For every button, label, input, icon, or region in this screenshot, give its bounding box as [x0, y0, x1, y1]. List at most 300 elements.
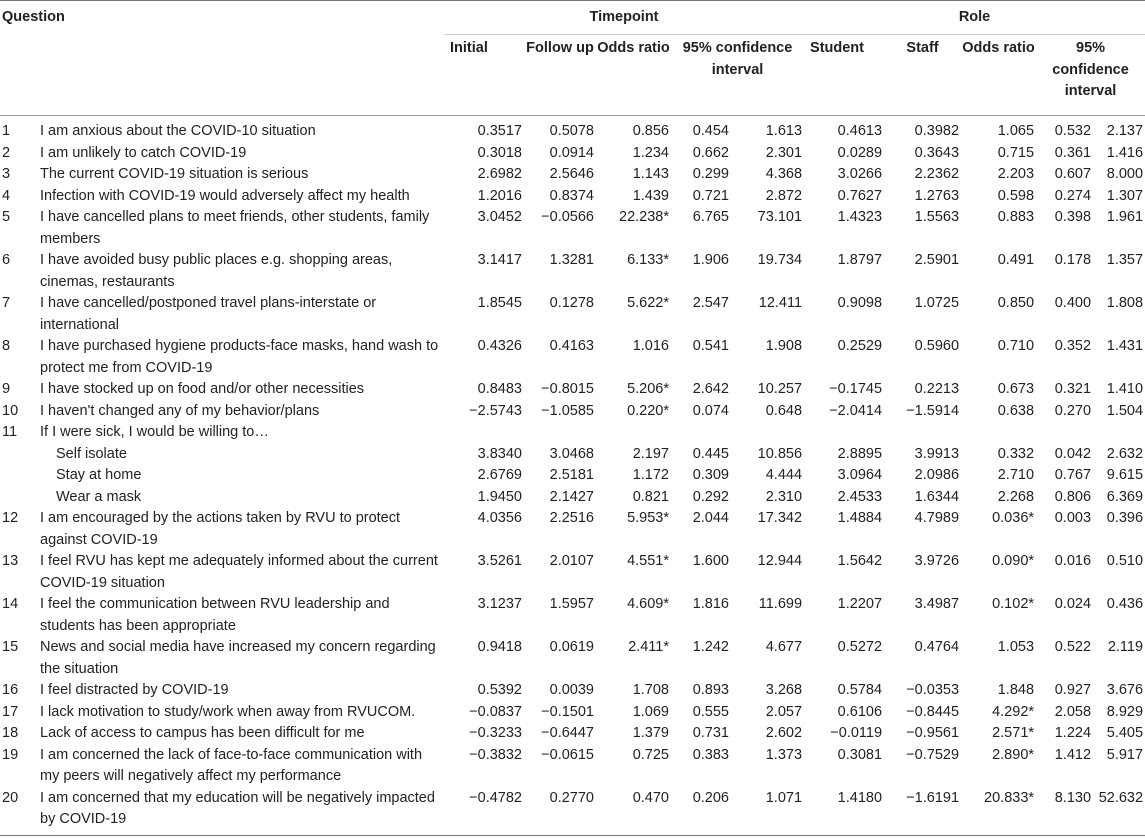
value-cell: 3.0452	[477, 209, 522, 225]
value-cell: 0.8483	[477, 381, 522, 397]
value-cell: 0.206	[671, 788, 731, 836]
value-cell: 1.504	[1106, 402, 1144, 419]
value-cell: 0.555	[692, 703, 729, 720]
value-cell: 0.541	[692, 338, 729, 354]
value-cell: 12.411	[758, 295, 803, 311]
value-cell: 17.342	[757, 510, 803, 526]
value-cell: 0.767	[1054, 467, 1092, 483]
value-cell: 1.3281	[549, 252, 594, 268]
role-header: Role	[804, 1, 1145, 35]
value-cell	[1036, 422, 1093, 444]
value-cell: 1.053	[997, 639, 1035, 655]
value-cell: 1.2763	[914, 187, 960, 204]
value-cell: 1.6344	[914, 488, 960, 505]
value-cell: 2.6769	[477, 467, 522, 483]
value-cell: 3.0964	[837, 467, 883, 483]
value-cell: 4.0356	[477, 510, 522, 526]
table-body	[0, 116, 1145, 836]
value-cell	[804, 422, 884, 444]
value-cell: 5.206*	[627, 381, 669, 397]
value-cell: 1.5642	[837, 553, 883, 569]
value-cell: 0.309	[692, 467, 729, 483]
row-number: 13	[2, 553, 19, 569]
value-cell: −0.3233	[469, 725, 522, 741]
row-number	[0, 487, 38, 509]
question-text: I haven't changed any of my behavior/plans	[40, 402, 320, 419]
value-cell: 0.024	[1054, 596, 1092, 612]
value-cell: −0.6447	[541, 725, 594, 741]
value-cell: 2.058	[1054, 703, 1092, 720]
value-cell: 0.638	[997, 402, 1035, 419]
value-cell: 0.4163	[549, 338, 594, 354]
value-cell: 1.848	[997, 682, 1035, 698]
value-cell: 0.1278	[549, 295, 594, 311]
value-cell: 1.439	[632, 187, 669, 204]
question-text: News and social media have increased my concern regarding the situation	[40, 639, 436, 677]
timepoint-header: Timepoint	[444, 1, 804, 35]
value-cell	[1093, 422, 1145, 444]
value-cell: 1.613	[765, 123, 803, 139]
row-number: 7	[2, 295, 11, 311]
question-text: The current COVID-19 situation is serious	[40, 166, 309, 182]
table-row	[0, 508, 1145, 551]
value-cell: 0.3018	[477, 144, 522, 161]
row-number: 6	[2, 252, 11, 268]
value-cell: 2.2516	[549, 510, 594, 526]
value-cell: 0.8374	[549, 187, 594, 204]
question-text: I lack motivation to study/work when away from RVUCOM.	[40, 703, 416, 720]
value-cell: 0.0914	[549, 144, 594, 161]
value-cell: 2.2362	[914, 166, 960, 182]
value-cell: 8.000	[1106, 166, 1144, 182]
value-cell	[524, 422, 596, 444]
value-cell: 1.410	[1106, 381, 1144, 397]
value-cell: 0.3982	[914, 123, 960, 139]
value-cell: 0.036*	[992, 510, 1035, 526]
value-cell: 0.532	[1054, 123, 1092, 139]
value-cell: 1.708	[632, 682, 669, 698]
value-cell: 4.292*	[992, 703, 1035, 720]
question-text: Infection with COVID-19 would adversely affect my health	[40, 187, 410, 204]
value-cell: 12.944	[757, 553, 803, 569]
value-cell: −0.9561	[906, 725, 960, 741]
follow-up-header: Follow up	[524, 35, 596, 116]
value-cell: 2.571*	[992, 725, 1035, 741]
value-cell: 0.821	[632, 488, 669, 505]
value-cell: 2.301	[765, 144, 803, 161]
question-text: I feel distracted by COVID-19	[40, 682, 229, 698]
value-cell: −0.0837	[469, 703, 522, 720]
table-row	[0, 702, 1145, 724]
value-cell: 4.7989	[914, 510, 960, 526]
value-cell: 1.416	[1106, 144, 1144, 161]
value-cell: 0.3081	[837, 746, 883, 763]
value-cell: 1.069	[632, 703, 669, 720]
value-cell: 0.352	[1054, 338, 1092, 354]
table-row	[0, 637, 1145, 680]
value-cell: 0.470	[596, 788, 671, 836]
value-cell: 5.622*	[627, 295, 669, 311]
question-text: I am concerned the lack of face-to-face communication with my peers will negatively affect my performance	[40, 746, 423, 784]
value-cell: 0.400	[1054, 295, 1092, 311]
value-cell: 3.0266	[837, 166, 883, 182]
value-cell: 5.917	[1106, 746, 1144, 763]
question-header: Question	[0, 1, 444, 35]
row-number: 18	[2, 725, 19, 741]
value-cell: 0.398	[1054, 209, 1092, 225]
value-cell: 2.119	[1107, 639, 1144, 655]
value-cell: −0.3832	[469, 746, 522, 763]
value-cell: −2.5743	[469, 402, 522, 419]
value-cell: 2.268	[997, 488, 1035, 505]
table-row	[0, 336, 1145, 379]
value-cell: 1.016	[632, 338, 669, 354]
value-cell: 0.383	[692, 746, 729, 763]
value-cell: 0.5392	[477, 682, 522, 698]
value-cell: 10.257	[757, 381, 803, 397]
value-cell: 1.379	[632, 725, 669, 741]
value-cell: 0.332	[997, 445, 1035, 462]
value-cell: 2.710	[997, 467, 1035, 483]
value-cell: 1.234	[632, 144, 669, 161]
row-number: 5	[2, 209, 11, 225]
question-text: I feel RVU has kept me adequately informed about the current COVID-19 situation	[40, 553, 438, 591]
question-text: I am anxious about the COVID-10 situation	[40, 123, 316, 139]
value-cell	[961, 422, 1036, 444]
value-cell: −1.5914	[906, 402, 960, 419]
value-cell: 2.8895	[837, 445, 883, 462]
value-cell: 0.856	[632, 123, 669, 139]
value-cell: 2.310	[765, 488, 803, 505]
value-cell: 0.0619	[549, 639, 594, 655]
value-cell: 0.102*	[992, 596, 1035, 612]
value-cell: 1.242	[692, 639, 729, 655]
value-cell: 0.7627	[837, 187, 883, 204]
value-cell: 4.677	[765, 639, 803, 655]
row-number: 14	[2, 596, 19, 612]
value-cell: 0.003	[1054, 510, 1092, 526]
value-cell: 1.906	[692, 252, 729, 268]
value-cell: 0.299	[692, 166, 729, 182]
row-number: 15	[2, 639, 19, 655]
value-cell: 0.522	[1054, 639, 1092, 655]
question-text: Lack of access to campus has been difficult for me	[40, 725, 365, 741]
value-cell: 0.396	[1106, 510, 1144, 526]
value-cell: 1.143	[632, 166, 669, 182]
value-cell: 0.721	[692, 187, 729, 204]
value-cell: 1.808	[1106, 295, 1144, 311]
value-cell: 0.042	[1054, 445, 1092, 462]
value-cell: 1.431	[1106, 338, 1144, 354]
value-cell: 2.1427	[549, 488, 594, 505]
row-number: 17	[2, 703, 19, 720]
question-text: I have avoided busy public places e.g. shopping areas, cinemas, restaurants	[40, 252, 393, 290]
value-cell: 0.715	[997, 144, 1035, 161]
value-cell: 0.850	[997, 295, 1035, 311]
value-cell: 2.5646	[549, 166, 594, 182]
value-cell	[444, 422, 524, 444]
value-cell: 2.4533	[837, 488, 883, 505]
value-cell: −1.0585	[541, 402, 594, 419]
value-cell: 1.5957	[549, 596, 594, 612]
value-cell	[596, 422, 671, 444]
value-cell: 0.3643	[914, 144, 960, 161]
row-number	[0, 444, 38, 466]
value-cell: 0.2213	[914, 381, 960, 397]
value-cell: 1.8797	[837, 252, 883, 268]
row-number: 2	[2, 144, 11, 161]
value-cell: 52.632	[1093, 788, 1145, 836]
value-cell: 2.044	[692, 510, 729, 526]
question-text: I am encouraged by the actions taken by RVU to protect against COVID-19	[40, 510, 401, 548]
value-cell: 0.883	[997, 209, 1035, 225]
value-cell: 0.927	[1054, 682, 1092, 698]
value-cell: 2.0986	[914, 467, 960, 483]
value-cell: 5.405	[1106, 725, 1144, 741]
value-cell: 0.607	[1054, 166, 1092, 182]
question-text: I feel the communication between RVU leadership and students has been appropriate	[40, 596, 390, 634]
table-row	[0, 788, 1145, 836]
value-cell: 2.547	[692, 295, 729, 311]
value-cell: 0.016	[1054, 553, 1092, 569]
value-cell: 3.9726	[914, 553, 960, 569]
value-cell: 0.3517	[477, 123, 522, 139]
row-number: 1	[2, 123, 11, 139]
value-cell	[884, 422, 961, 444]
value-cell: 2.137	[1106, 123, 1144, 139]
row-number: 9	[2, 381, 11, 397]
value-cell: 9.615	[1106, 467, 1144, 483]
value-cell: 1.816	[692, 596, 729, 612]
value-cell: 1.065	[997, 123, 1035, 139]
value-cell: 3.9913	[914, 445, 960, 462]
value-cell: 8.929	[1106, 703, 1144, 720]
row-number: 20	[0, 788, 38, 836]
value-cell: −0.7529	[906, 746, 960, 763]
table-row	[0, 250, 1145, 293]
table-row	[0, 164, 1145, 186]
table-row	[0, 594, 1145, 637]
value-cell: −0.1745	[829, 381, 883, 397]
value-cell: 0.274	[1054, 187, 1092, 204]
question-text: I have stocked up on food and/or other necessities	[40, 381, 365, 397]
value-cell: 3.1237	[477, 596, 522, 612]
value-cell: 0.510	[1106, 553, 1144, 569]
value-cell: 1.9450	[477, 488, 522, 505]
table-row	[0, 680, 1145, 702]
value-cell: −0.0119	[830, 725, 883, 741]
table-row	[0, 551, 1145, 594]
value-cell: 0.491	[997, 252, 1035, 268]
student-header: Student	[804, 35, 884, 116]
value-cell: 0.178	[1054, 252, 1092, 268]
row-number: 4	[2, 187, 11, 204]
value-cell: 1.961	[1106, 209, 1144, 225]
value-cell: 1.373	[765, 746, 803, 763]
value-cell: 3.1417	[477, 252, 522, 268]
value-cell: 0.9418	[477, 639, 522, 655]
row-number: 8	[2, 338, 11, 354]
table-row	[0, 143, 1145, 165]
table-row	[0, 465, 1145, 487]
value-cell: 0.6106	[837, 703, 883, 720]
row-number: 10	[2, 402, 19, 419]
value-cell: 0.321	[1054, 381, 1092, 397]
table-row	[0, 116, 1145, 143]
value-cell: −0.8445	[906, 703, 960, 720]
value-cell: 3.5261	[477, 553, 522, 569]
value-cell: 1.4180	[804, 788, 884, 836]
value-cell: 0.9098	[837, 295, 883, 311]
value-cell: 1.5563	[914, 209, 960, 225]
question-text: Wear a mask	[56, 488, 142, 505]
value-cell	[731, 422, 804, 444]
initial-header: Initial	[444, 35, 524, 116]
value-cell: 1.8545	[477, 295, 522, 311]
value-cell: 0.662	[692, 144, 729, 161]
value-cell: −1.6191	[884, 788, 961, 836]
value-cell: 3.8340	[477, 445, 522, 462]
table-row	[0, 444, 1145, 466]
value-cell: 2.0107	[549, 553, 594, 569]
value-cell: 5.953*	[627, 510, 669, 526]
value-cell: 1.357	[1106, 252, 1144, 268]
value-cell: 0.2529	[837, 338, 883, 354]
value-cell: 1.2207	[837, 596, 883, 612]
value-cell: 0.454	[692, 123, 729, 139]
question-text: Self isolate	[56, 445, 127, 462]
row-number: 12	[2, 510, 19, 526]
table-row	[0, 293, 1145, 336]
timepoint-odds-ratio-header: Odds ratio	[596, 35, 671, 116]
value-cell: −0.0353	[906, 682, 960, 698]
value-cell: 0.4613	[837, 123, 883, 139]
role-ci-header: 95% confidence interval	[1036, 35, 1145, 116]
value-cell: 20.833*	[961, 788, 1036, 836]
value-cell: 19.734	[757, 252, 803, 268]
value-cell: 2.5181	[549, 467, 594, 483]
question-text: If I were sick, I would be willing to…	[40, 424, 269, 440]
value-cell: 0.220*	[627, 402, 669, 419]
value-cell: 0.361	[1054, 144, 1092, 161]
value-cell: 2.872	[765, 187, 803, 204]
value-cell: 1.600	[692, 553, 729, 569]
value-cell: 2.602	[765, 725, 803, 741]
value-cell: 8.130	[1036, 788, 1093, 836]
question-text: I am concerned that my education will be negatively impacted by COVID-19	[38, 788, 444, 836]
value-cell: 1.2016	[477, 187, 522, 204]
value-cell: 6.133*	[627, 252, 669, 268]
value-cell: −0.0615	[541, 746, 594, 763]
value-cell: −0.0566	[541, 209, 594, 225]
value-cell: 6.369	[1106, 488, 1144, 505]
value-cell: 0.436	[1106, 596, 1144, 612]
value-cell: 0.806	[1054, 488, 1092, 505]
value-cell: 1.4884	[837, 510, 883, 526]
value-cell: 3.268	[765, 682, 803, 698]
value-cell: −0.4782	[444, 788, 524, 836]
value-cell: 0.5960	[914, 338, 960, 354]
row-number: 19	[2, 746, 19, 763]
value-cell: 2.890*	[992, 746, 1035, 763]
value-cell: 2.411*	[628, 639, 669, 655]
question-text: I have cancelled plans to meet friends, other students, family members	[40, 209, 430, 247]
value-cell: 4.551*	[627, 553, 669, 569]
value-cell: 4.368	[765, 166, 803, 182]
value-cell: 73.101	[757, 209, 803, 225]
table-row	[0, 401, 1145, 423]
value-cell: 22.238*	[619, 209, 669, 225]
value-cell: 0.5078	[549, 123, 594, 139]
value-cell: −0.8015	[541, 381, 594, 397]
value-cell: 0.090*	[992, 553, 1035, 569]
value-cell: 1.412	[1054, 746, 1092, 763]
value-cell: 1.307	[1106, 187, 1144, 204]
value-cell: 1.172	[632, 467, 669, 483]
value-cell: −0.1501	[541, 703, 594, 720]
value-cell: 3.4987	[914, 596, 960, 612]
value-cell: 0.0039	[549, 682, 594, 698]
value-cell: −2.0414	[829, 402, 883, 419]
staff-header: Staff	[884, 35, 961, 116]
value-cell: 2.197	[632, 445, 669, 462]
value-cell: 0.2770	[524, 788, 596, 836]
question-text: Stay at home	[56, 467, 142, 483]
value-cell: 1.908	[765, 338, 803, 354]
value-cell: 0.074	[692, 402, 729, 419]
value-cell: 0.710	[997, 338, 1035, 354]
value-cell: 0.731	[692, 725, 729, 741]
table-row	[0, 487, 1145, 509]
table-row	[0, 745, 1145, 788]
value-cell: 0.893	[692, 682, 729, 698]
row-number: 11	[2, 424, 18, 440]
value-cell: 0.673	[997, 381, 1035, 397]
value-cell: 2.6982	[477, 166, 522, 182]
value-cell: 1.071	[731, 788, 804, 836]
value-cell: 2.057	[765, 703, 803, 720]
value-cell: 4.609*	[627, 596, 669, 612]
table-row	[0, 723, 1145, 745]
question-text: I have purchased hygiene products-face masks, hand wash to protect me from COVID-19	[40, 338, 439, 376]
value-cell: 0.270	[1054, 402, 1092, 419]
table-row	[0, 422, 1145, 444]
value-cell: 2.5901	[914, 252, 960, 268]
value-cell: 2.203	[997, 166, 1035, 182]
value-cell: 1.4323	[837, 209, 883, 225]
row-number: 3	[2, 166, 11, 182]
value-cell: 0.4764	[914, 639, 960, 655]
value-cell: 2.642	[692, 381, 729, 397]
table-row	[0, 207, 1145, 250]
row-number	[0, 465, 38, 487]
value-cell: 0.292	[692, 488, 729, 505]
value-cell: 1.224	[1054, 725, 1092, 741]
timepoint-ci-header: 95% confidence interval	[671, 35, 804, 116]
value-cell: 0.648	[765, 402, 803, 419]
value-cell: 0.598	[997, 187, 1035, 204]
table-row	[0, 186, 1145, 208]
question-text: I am unlikely to catch COVID-19	[40, 144, 247, 161]
value-cell: 3.676	[1106, 682, 1144, 698]
value-cell: 6.765	[692, 209, 729, 225]
row-number: 16	[2, 682, 19, 698]
value-cell: 0.725	[632, 746, 669, 763]
question-text: I have cancelled/postponed travel plans-interstate or international	[40, 295, 377, 333]
table-row	[0, 379, 1145, 401]
value-cell: 0.5784	[837, 682, 883, 698]
value-cell: 4.444	[765, 467, 803, 483]
